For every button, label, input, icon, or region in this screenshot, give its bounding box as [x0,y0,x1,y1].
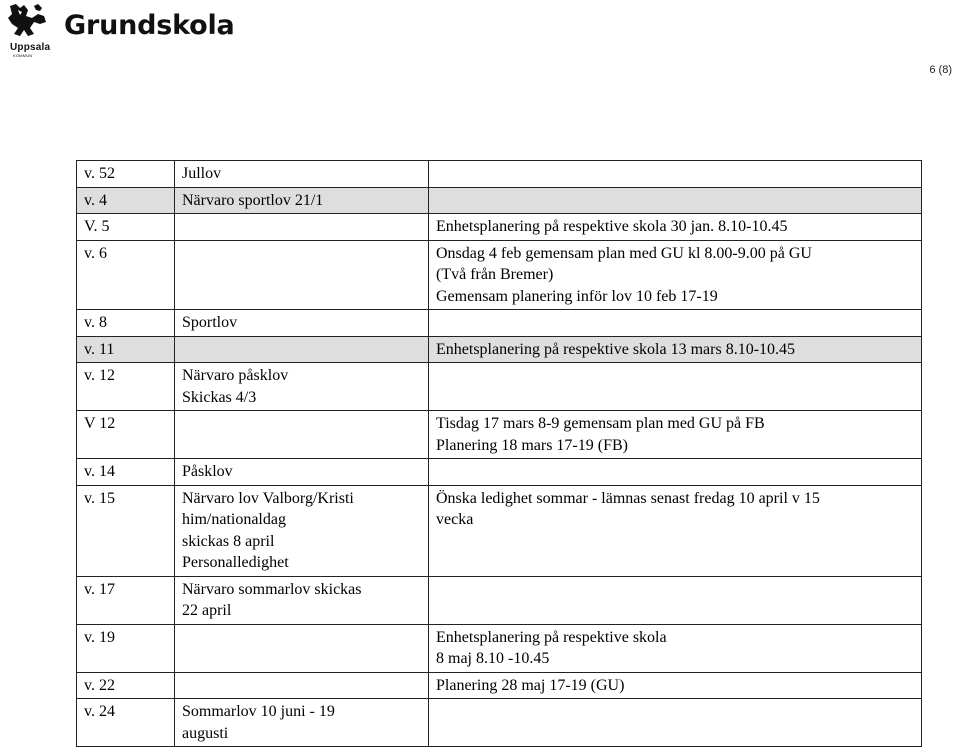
planning-cell [429,187,922,214]
table-row [77,336,922,363]
info-cell [175,411,429,459]
info-cell [175,161,429,188]
week-cell [77,240,175,310]
week-cell [77,485,175,576]
week-cell [77,699,175,747]
week-label: V 12 [84,415,116,432]
planning-cell [429,411,922,459]
planning-cell [429,624,922,672]
week-cell [77,576,175,624]
planning-cell [429,576,922,624]
week-cell [77,310,175,337]
info-line: him/nationaldag [182,511,286,528]
week-cell [77,411,175,459]
planning-line: Enhetsplanering på respektive skola 30 jan. 8.10-10.45 [436,218,788,235]
week-cell [77,187,175,214]
planning-cell [429,161,922,188]
info-line: Påsklov [182,463,233,480]
info-cell [175,485,429,576]
info-line: Närvaro påsklov [182,367,289,384]
info-line: Närvaro lov Valborg/Kristi [182,489,354,507]
planning-line: Onsdag 4 feb gemensam plan med GU kl 8.00-9.00 på GU [436,244,812,262]
info-cell [175,310,429,337]
planning-line: 8 maj 8.10 -10.45 [436,650,550,667]
week-label: v. 12 [84,367,115,384]
table-row [77,310,922,337]
planning-line: (Två från Bremer) [436,266,554,283]
info-line: Sommarlov 10 juni - 19 [182,703,335,720]
week-cell [77,161,175,188]
planning-line: Enhetsplanering på respektive skola [436,628,667,646]
info-cell [175,459,429,486]
table-row [77,161,922,188]
table-row [77,672,922,699]
planning-cell [429,459,922,486]
logo-subtext: KOMMUN [13,53,33,58]
schedule-table [76,160,922,747]
week-label: v. 17 [84,580,115,598]
planning-cell [429,485,922,576]
info-line: Närvaro sportlov 21/1 [182,191,324,209]
planning-line: Önska ledighet sommar - lämnas senast fredag 10 april v 15 [436,489,820,507]
page-header [0,0,960,90]
planning-line: Planering 18 mars 17-19 (FB) [436,436,628,454]
week-cell [77,336,175,363]
table-row [77,214,922,241]
planning-cell [429,363,922,411]
info-cell [175,214,429,241]
week-cell [77,672,175,699]
logo-text: Uppsala [10,42,51,53]
planning-cell [429,672,922,699]
week-label: v. 14 [84,463,115,480]
info-cell [175,187,429,214]
week-label: v. 19 [84,628,115,646]
table-row [77,459,922,486]
info-cell [175,624,429,672]
info-line: Skickas 4/3 [182,388,257,406]
table-row [77,411,922,459]
week-label: v. 8 [84,314,107,331]
info-line: Personalledighet [182,554,289,571]
info-line: Jullov [182,165,222,182]
week-label: v. 6 [84,244,107,262]
week-label: v. 24 [84,703,115,720]
week-label: v. 15 [84,489,115,507]
info-line: Sportlov [182,314,238,331]
table-row [77,485,922,576]
info-cell [175,672,429,699]
table-row [77,699,922,747]
table-row [77,240,922,310]
info-cell [175,240,429,310]
week-label: v. 52 [84,165,115,182]
page-number: 6 (8) [929,64,952,76]
table-row [77,576,922,624]
info-cell [175,699,429,747]
info-line: augusti [182,724,229,742]
week-cell [77,459,175,486]
week-label: v. 22 [84,676,115,694]
planning-cell [429,310,922,337]
week-label: v. 4 [84,191,107,209]
table-row [77,363,922,411]
table-row [77,187,922,214]
planning-cell [429,336,922,363]
info-cell [175,576,429,624]
week-cell [77,624,175,672]
week-cell [77,214,175,241]
planning-cell [429,214,922,241]
info-line: Närvaro sommarlov skickas [182,580,362,598]
planning-line: Planering 28 maj 17-19 (GU) [436,676,625,694]
info-line: skickas 8 april [182,532,275,550]
info-cell [175,336,429,363]
week-label: v. 11 [84,340,115,358]
planning-line: Tisdag 17 mars 8-9 gemensam plan med GU på FB [436,415,765,432]
planning-line: Gemensam planering inför lov 10 feb 17-19 [436,287,718,305]
planning-line: Enhetsplanering på respektive skola 13 mars 8.10-10.45 [436,340,796,358]
table-row [77,624,922,672]
info-cell [175,363,429,411]
page-title: Grundskola [64,10,235,41]
week-cell [77,363,175,411]
lion-crest-icon [4,2,54,42]
planning-cell [429,240,922,310]
uppsala-logo [4,2,54,58]
info-line: 22 april [182,602,232,619]
planning-cell [429,699,922,747]
planning-line: vecka [436,511,474,528]
week-label: V. 5 [84,218,110,235]
